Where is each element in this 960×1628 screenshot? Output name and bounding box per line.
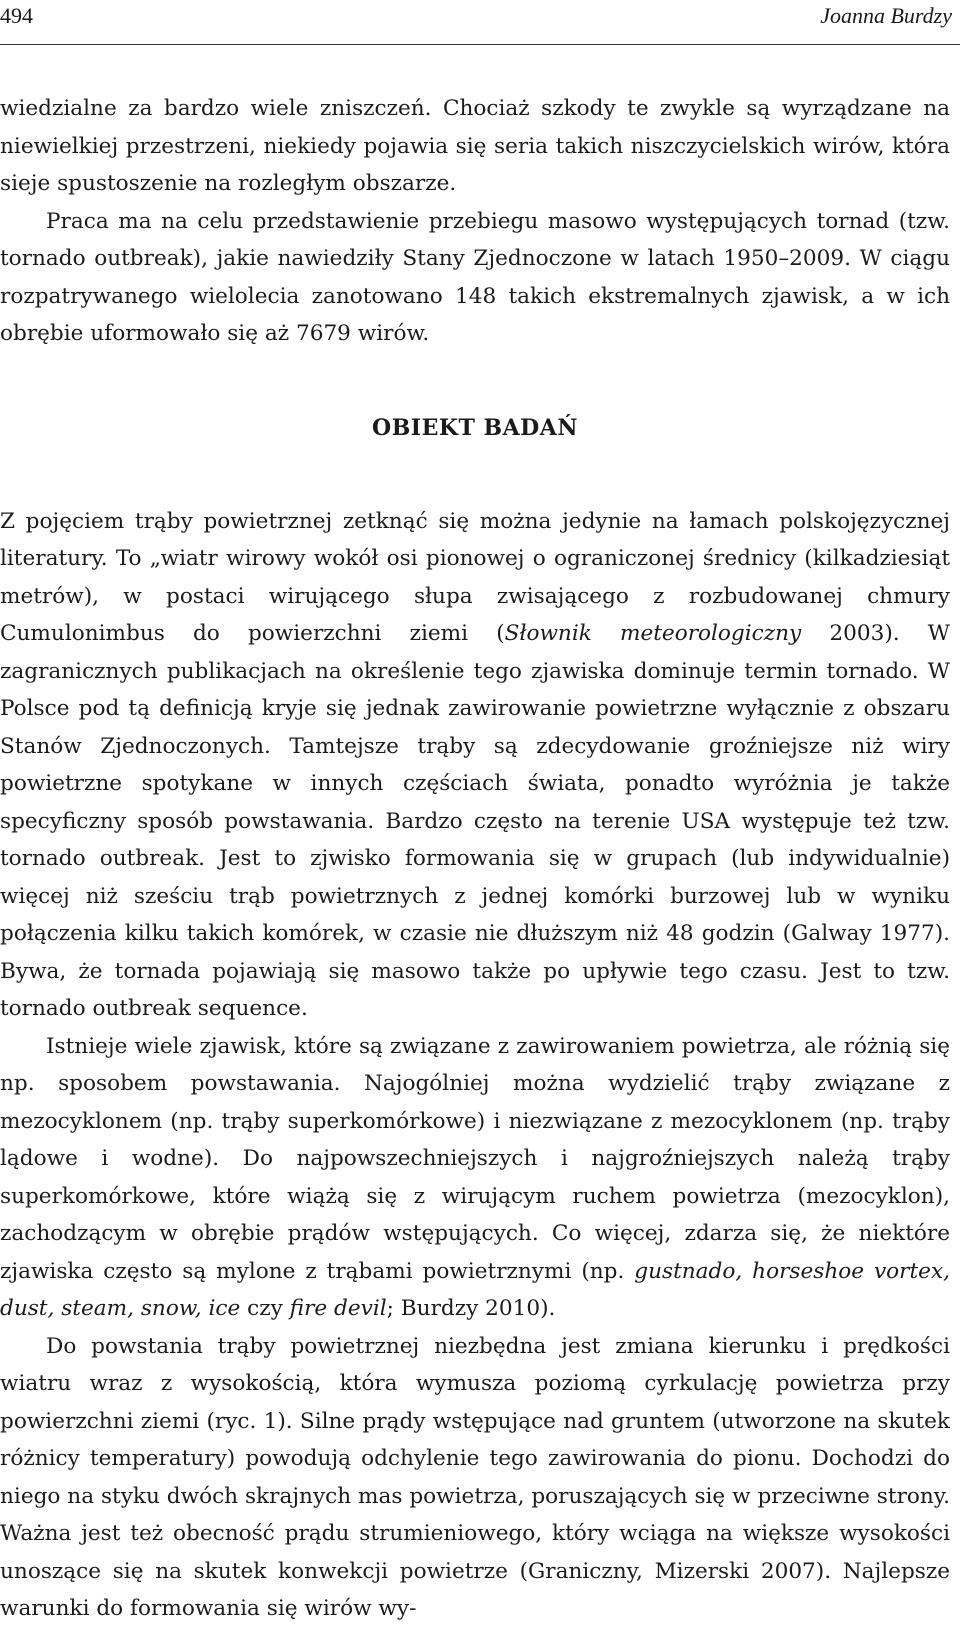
paragraph-phenomena — [0, 1028, 950, 1328]
paragraph-aim: Praca ma na celu przedstawienie przebiegu masowo występujących tornad (tzw. tornado outbreak), jakie nawiedziły Stany Zjednoczone w latach 1950–2009. W ciągu rozpatrywanego wielolecia zanotowano 148 takich ekstremalnych zjawisk, a w ich obrębie uformowało się aż 7679 wirów. — [0, 208, 950, 346]
section-heading: OBIEKT BADAŃ — [372, 414, 578, 441]
paragraph-phenomena-italic-fire-devil: fire devil — [289, 1296, 387, 1321]
body-text — [0, 90, 950, 1628]
paragraph-definition — [0, 503, 950, 1028]
paragraph-phenomena-text-3: ; Burdzy 2010). — [386, 1296, 556, 1321]
paragraph-phenomena-italic-terms: gustnado, horseshoe vortex, dust, steam, snow, ice — [0, 1258, 950, 1321]
running-header — [0, 0, 960, 45]
page-number: 494 — [0, 3, 33, 28]
paragraph-definition-text-2: 2003). W zagranicznych publikacjach na określenie tego zjawiska dominuje termin tornado. W Polsce pod tą definicją kryje się jednak zawirowanie powietrzne wyłącznie z obszaru Stanów Zjednoczonych. Tamtejsze trąby są zdecydowanie groźniejsze niż wiry powietrzne spotykane w innych częściach świata, ponadto wyróżnia je także specyficzny sposób powstawania. Bardzo często na terenie USA występuje też tzw. tornado outbreak. Jest to zjwisko formowania się w grupach (lub indywidualnie) więcej niż sześciu trąb powietrznych z jednej komórki burzowej lub w wyniku połączenia kilku takich komórek, w czasie nie dłuższym niż 48 godzin (Galway 1977). Bywa, że tornada pojawiają się masowo także po upływie tego czasu. Jest to tzw. tornado outbreak sequence. — [0, 621, 951, 1021]
paragraph-definition-citation-italic: Słownik meteorologiczny — [504, 621, 802, 646]
paragraph-continuation: wiedzialne za bardzo wiele zniszczeń. Chociaż szkody te zwykle są wyrządzane na niewielkiej przestrzeni, niekiedy pojawia się seria takich niszczycielskich wirów, która sieje spustoszenie na rozległym obszarze. — [0, 96, 950, 196]
paragraph-phenomena-text-1: Istnieje wiele zjawisk, które są związane z zawirowaniem powietrza, ale różnią się np. sposobem powstawania. Najogólniej można wydzielić trąby związane z mezocyklonem (np. trąby superkomórkowe) i niezwiązane z mezocyklonem (np. trąby lądowe i wodne). Do najpowszechniejszych i najgroźniejszych należą trąby superkomórkowe, które wiążą się z wirującym ruchem powietrza (mezocyklon), zachodzącym w obrębie prądów wstępujących. Co więcej, zdarza się, że niektóre zjawiska często są mylone z trąbami powietrznymi (np. — [0, 1033, 950, 1284]
paragraph-formation: Do powstania trąby powietrznej niezbędna jest zmiana kierunku i prędkości wiatru wraz z wysokością, która wymusza poziomą cyrkulację powietrza przy powierzchni ziemi (ryc. 1). Silne prądy wstępujące nad gruntem (utworzone na skutek różnicy temperatury) powodują odchylenie tego zawirowania do pionu. Dochodzi do niego na styku dwóch skrajnych mas powietrza, poruszających się w przeciwne strony. Ważna jest też obecność prądu strumieniowego, który wciąga na większe wysokości unoszące się na skutek konwekcji powietrze (Graniczny, Mizerski 2007). Najlepsze warunki do formowania się wirów wy- — [0, 1333, 950, 1621]
running-head-author: Joanna Burdzy — [820, 3, 952, 28]
paragraph-phenomena-text-2: czy — [240, 1296, 290, 1321]
paragraph-definition-text-1: Z pojęciem trąby powietrznej zetknąć się można jedynie na łamach polskojęzycznej literatury. To „wiatr wirowy wokół osi pionowej o ograniczonej średnicy (kilkadziesiąt metrów), w postaci wirującego słupa zwisającego z rozbudowanej chmury Cumulonimbus do powierzchni ziemi ( — [0, 508, 950, 646]
